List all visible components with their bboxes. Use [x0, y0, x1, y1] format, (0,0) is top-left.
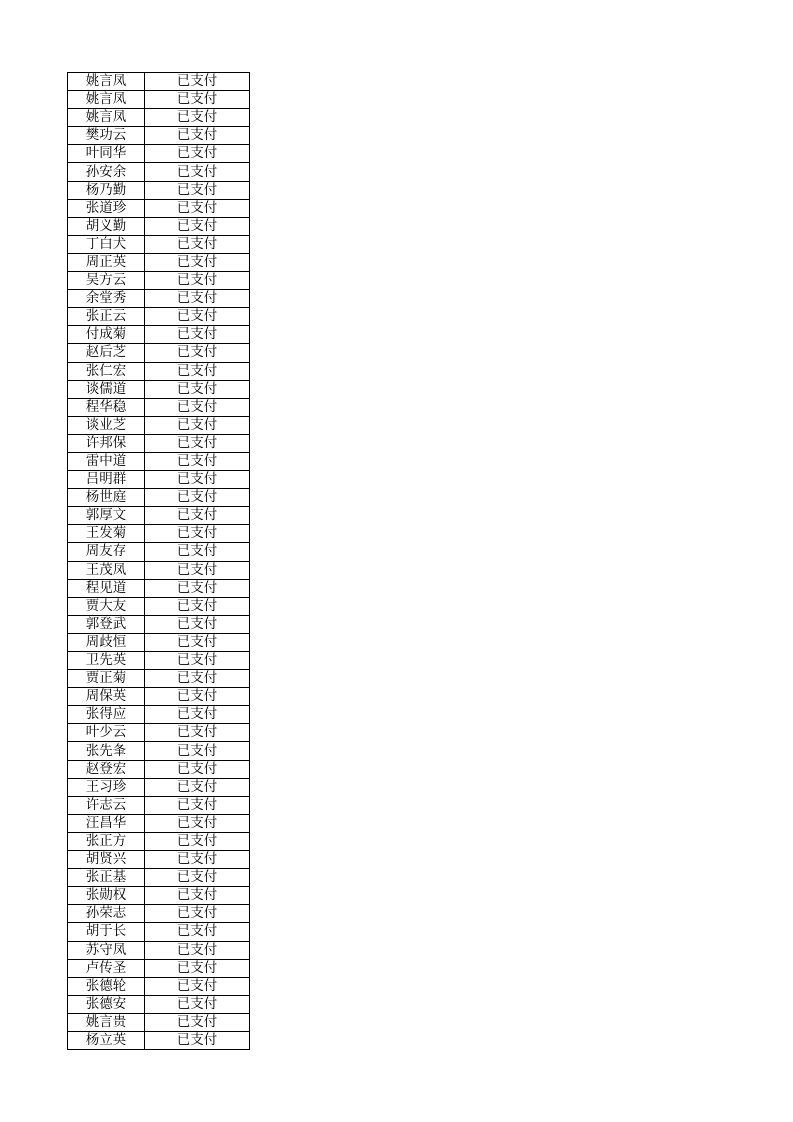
- table-row: [68, 109, 250, 127]
- name-cell[interactable]: 张正方: [68, 832, 145, 850]
- payment-status-cell[interactable]: 已支付: [145, 1031, 250, 1049]
- payment-status-cell[interactable]: 已支付: [145, 869, 250, 887]
- payment-status-cell[interactable]: 已支付: [145, 181, 250, 199]
- name-cell[interactable]: 雷中道: [68, 452, 145, 470]
- payment-status-cell[interactable]: 已支付: [145, 235, 250, 253]
- payment-status-cell[interactable]: 已支付: [145, 109, 250, 127]
- table-row: [68, 326, 250, 344]
- payment-status-cell[interactable]: 已支付: [145, 851, 250, 869]
- payment-status-cell[interactable]: 已支付: [145, 579, 250, 597]
- payment-status-cell[interactable]: 已支付: [145, 633, 250, 651]
- payment-status-cell[interactable]: 已支付: [145, 706, 250, 724]
- table-row: [68, 778, 250, 796]
- table-row: [68, 796, 250, 814]
- payment-status-cell[interactable]: 已支付: [145, 344, 250, 362]
- table-row: [68, 561, 250, 579]
- table-row: [68, 814, 250, 832]
- payment-status-cell[interactable]: 已支付: [145, 814, 250, 832]
- table-row: [68, 380, 250, 398]
- name-cell[interactable]: 程华稳: [68, 398, 145, 416]
- payment-status-cell[interactable]: 已支付: [145, 434, 250, 452]
- name-cell[interactable]: 孙荣志: [68, 905, 145, 923]
- payment-status-table: [67, 72, 250, 1050]
- table-row: [68, 308, 250, 326]
- name-cell[interactable]: 郭登武: [68, 615, 145, 633]
- table-row: [68, 652, 250, 670]
- payment-status-cell[interactable]: 已支付: [145, 380, 250, 398]
- payment-status-cell[interactable]: 已支付: [145, 290, 250, 308]
- name-cell[interactable]: 周歧恒: [68, 633, 145, 651]
- payment-status-cell[interactable]: 已支付: [145, 253, 250, 271]
- payment-status-cell[interactable]: 已支付: [145, 688, 250, 706]
- payment-status-cell[interactable]: 已支付: [145, 543, 250, 561]
- table-row: [68, 959, 250, 977]
- table-row: [68, 615, 250, 633]
- table-row: [68, 163, 250, 181]
- table-row: [68, 633, 250, 651]
- name-cell[interactable]: 孙安余: [68, 163, 145, 181]
- name-cell[interactable]: 卫先英: [68, 652, 145, 670]
- payment-status-cell[interactable]: 已支付: [145, 145, 250, 163]
- payment-status-cell[interactable]: 已支付: [145, 272, 250, 290]
- table-row: [68, 1031, 250, 1049]
- name-cell[interactable]: 张德轮: [68, 977, 145, 995]
- table-row: [68, 199, 250, 217]
- table-row: [68, 941, 250, 959]
- payment-status-cell[interactable]: 已支付: [145, 597, 250, 615]
- name-cell[interactable]: 吕明群: [68, 471, 145, 489]
- table-row: [68, 923, 250, 941]
- name-cell[interactable]: 张道珍: [68, 199, 145, 217]
- name-cell[interactable]: 王习珍: [68, 778, 145, 796]
- table-row: [68, 416, 250, 434]
- table-row: [68, 742, 250, 760]
- table-row: [68, 235, 250, 253]
- payment-status-cell[interactable]: 已支付: [145, 796, 250, 814]
- table-row: [68, 977, 250, 995]
- name-cell[interactable]: 张先夆: [68, 742, 145, 760]
- name-cell[interactable]: 付成菊: [68, 326, 145, 344]
- table-row: [68, 91, 250, 109]
- table-row: [68, 579, 250, 597]
- payment-status-cell[interactable]: 已支付: [145, 73, 250, 91]
- table-row: [68, 869, 250, 887]
- payment-status-cell[interactable]: 已支付: [145, 326, 250, 344]
- payment-status-cell[interactable]: 已支付: [145, 91, 250, 109]
- table-row: [68, 181, 250, 199]
- name-cell[interactable]: 姚言凤: [68, 91, 145, 109]
- payment-status-cell[interactable]: 已支付: [145, 742, 250, 760]
- name-cell[interactable]: 谈儒道: [68, 380, 145, 398]
- table-row: [68, 434, 250, 452]
- table-row: [68, 145, 250, 163]
- name-cell[interactable]: 张德安: [68, 995, 145, 1013]
- table-row: [68, 452, 250, 470]
- table-row: [68, 670, 250, 688]
- spreadsheet-page: [67, 72, 250, 1050]
- name-cell[interactable]: 周友存: [68, 543, 145, 561]
- table-row: [68, 398, 250, 416]
- payment-status-cell[interactable]: 已支付: [145, 362, 250, 380]
- name-cell[interactable]: 张勋权: [68, 887, 145, 905]
- name-cell[interactable]: 程见道: [68, 579, 145, 597]
- table-row: [68, 543, 250, 561]
- payment-status-cell[interactable]: 已支付: [145, 199, 250, 217]
- payment-status-cell[interactable]: 已支付: [145, 670, 250, 688]
- payment-status-cell[interactable]: 已支付: [145, 760, 250, 778]
- payment-status-cell[interactable]: 已支付: [145, 308, 250, 326]
- table-row: [68, 217, 250, 235]
- name-cell[interactable]: 杨世庭: [68, 489, 145, 507]
- name-cell[interactable]: 胡贤兴: [68, 851, 145, 869]
- table-row: [68, 905, 250, 923]
- table-row: [68, 688, 250, 706]
- table-row: [68, 887, 250, 905]
- name-cell[interactable]: 贾大友: [68, 597, 145, 615]
- table-row: [68, 253, 250, 271]
- payment-status-cell[interactable]: 已支付: [145, 217, 250, 235]
- payment-status-cell[interactable]: 已支付: [145, 525, 250, 543]
- table-row: [68, 1013, 250, 1031]
- table-row: [68, 471, 250, 489]
- name-cell[interactable]: 张仁宏: [68, 362, 145, 380]
- table-row: [68, 724, 250, 742]
- name-cell[interactable]: 杨立英: [68, 1031, 145, 1049]
- payment-status-cell[interactable]: 已支付: [145, 923, 250, 941]
- name-cell[interactable]: 张正云: [68, 308, 145, 326]
- table-row: [68, 832, 250, 850]
- payment-status-cell[interactable]: 已支付: [145, 1013, 250, 1031]
- name-cell[interactable]: 赵登宏: [68, 760, 145, 778]
- payment-status-cell[interactable]: 已支付: [145, 471, 250, 489]
- name-cell[interactable]: 胡义勤: [68, 217, 145, 235]
- payment-status-cell[interactable]: 已支付: [145, 652, 250, 670]
- name-cell[interactable]: 吴方云: [68, 272, 145, 290]
- payment-status-cell[interactable]: 已支付: [145, 977, 250, 995]
- table-row: [68, 706, 250, 724]
- table-row: [68, 995, 250, 1013]
- payment-status-cell[interactable]: 已支付: [145, 507, 250, 525]
- table-row: [68, 272, 250, 290]
- payment-status-cell[interactable]: 已支付: [145, 995, 250, 1013]
- name-cell[interactable]: 卢传圣: [68, 959, 145, 977]
- name-cell[interactable]: 周正英: [68, 253, 145, 271]
- name-cell[interactable]: 杨乃勤: [68, 181, 145, 199]
- table-row: [68, 525, 250, 543]
- payment-status-cell[interactable]: 已支付: [145, 398, 250, 416]
- payment-status-cell[interactable]: 已支付: [145, 163, 250, 181]
- payment-status-cell[interactable]: 已支付: [145, 489, 250, 507]
- table-row: [68, 507, 250, 525]
- payment-status-cell[interactable]: 已支付: [145, 959, 250, 977]
- name-cell[interactable]: 姚言凤: [68, 109, 145, 127]
- table-row: [68, 127, 250, 145]
- table-row: [68, 73, 250, 91]
- payment-status-cell[interactable]: 已支付: [145, 615, 250, 633]
- table-row: [68, 362, 250, 380]
- payment-status-cell[interactable]: 已支付: [145, 832, 250, 850]
- payment-status-cell[interactable]: 已支付: [145, 452, 250, 470]
- name-cell[interactable]: 苏守凤: [68, 941, 145, 959]
- table-body: [68, 73, 250, 1050]
- name-cell[interactable]: 赵后芝: [68, 344, 145, 362]
- name-cell[interactable]: 樊功云: [68, 127, 145, 145]
- table-row: [68, 760, 250, 778]
- table-row: [68, 597, 250, 615]
- table-row: [68, 290, 250, 308]
- payment-status-cell[interactable]: 已支付: [145, 905, 250, 923]
- name-cell[interactable]: 贾正菊: [68, 670, 145, 688]
- payment-status-cell[interactable]: 已支付: [145, 416, 250, 434]
- name-cell[interactable]: 许邦保: [68, 434, 145, 452]
- name-cell[interactable]: 叶少云: [68, 724, 145, 742]
- table-row: [68, 344, 250, 362]
- name-cell[interactable]: 姚言贵: [68, 1013, 145, 1031]
- name-cell[interactable]: 余堂秀: [68, 290, 145, 308]
- name-cell[interactable]: 王发菊: [68, 525, 145, 543]
- name-cell[interactable]: 许志云: [68, 796, 145, 814]
- payment-status-cell[interactable]: 已支付: [145, 941, 250, 959]
- payment-status-cell[interactable]: 已支付: [145, 724, 250, 742]
- name-cell[interactable]: 张正基: [68, 869, 145, 887]
- payment-status-cell[interactable]: 已支付: [145, 778, 250, 796]
- payment-status-cell[interactable]: 已支付: [145, 127, 250, 145]
- name-cell[interactable]: 丁白犬: [68, 235, 145, 253]
- name-cell[interactable]: 叶同华: [68, 145, 145, 163]
- table-row: [68, 851, 250, 869]
- payment-status-cell[interactable]: 已支付: [145, 887, 250, 905]
- name-cell[interactable]: 胡于长: [68, 923, 145, 941]
- table-row: [68, 489, 250, 507]
- name-cell[interactable]: 王茂凤: [68, 561, 145, 579]
- name-cell[interactable]: 姚言凤: [68, 73, 145, 91]
- name-cell[interactable]: 周保英: [68, 688, 145, 706]
- name-cell[interactable]: 郭厚文: [68, 507, 145, 525]
- name-cell[interactable]: 谈业芝: [68, 416, 145, 434]
- payment-status-cell[interactable]: 已支付: [145, 561, 250, 579]
- name-cell[interactable]: 张得应: [68, 706, 145, 724]
- name-cell[interactable]: 汪昌华: [68, 814, 145, 832]
